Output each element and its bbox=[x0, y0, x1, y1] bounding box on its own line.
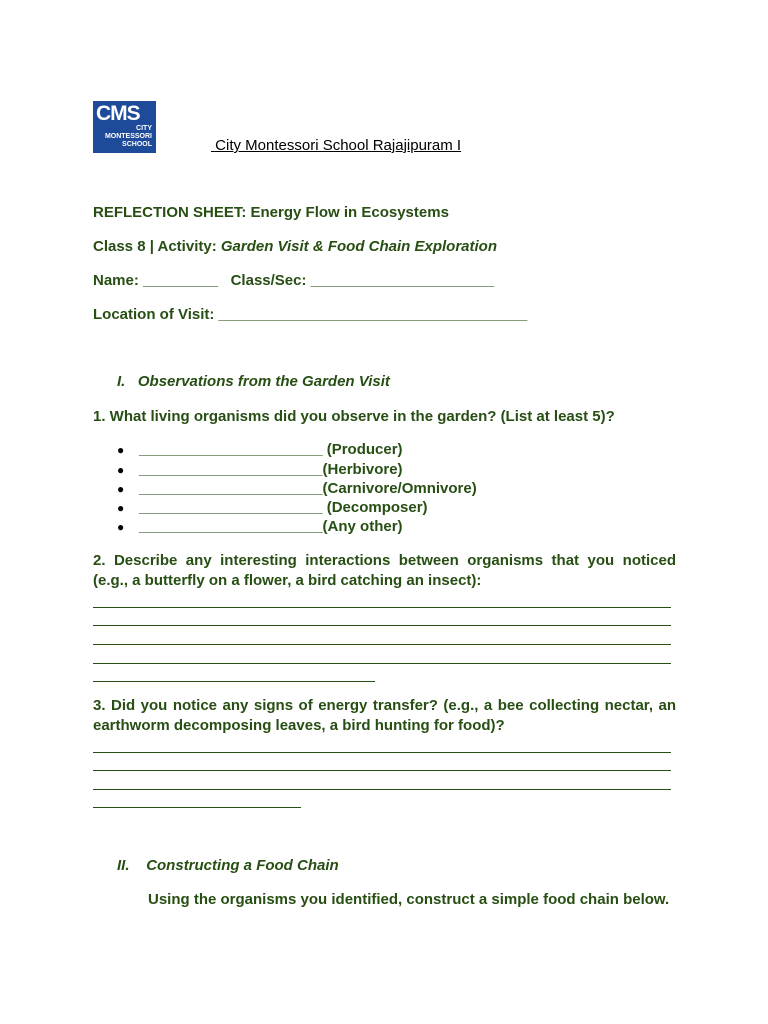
answer-line[interactable] bbox=[93, 662, 671, 664]
cms-logo bbox=[93, 101, 156, 153]
bullet-icon: ● bbox=[117, 482, 125, 496]
question-1: 1. What living organisms did you observe in the garden? (List at least 5)? bbox=[93, 408, 615, 425]
food-chain-instruction: Using the organisms you identified, construct a simple food chain below. bbox=[148, 891, 670, 908]
list-item: ● ______________________(Herbivore) bbox=[117, 461, 403, 478]
section-1-heading: I. Observations from the Garden Visit bbox=[117, 373, 390, 390]
bullet-icon: ● bbox=[117, 520, 125, 534]
list-item: ● ______________________ (Producer) bbox=[117, 441, 403, 458]
logo-text: CITY MONTESSORI SCHOOL bbox=[104, 125, 152, 148]
name-class-line: Name: _________ Class/Sec: ______________________ bbox=[93, 272, 495, 289]
answer-line[interactable] bbox=[93, 806, 301, 808]
list-item: ● ______________________(Carnivore/Omnivore) bbox=[117, 480, 477, 497]
question-3: 3. Did you notice any signs of energy transfer? (e.g., a bee collecting nectar, an earthworm decomposing leaves, a bird hunting for food)? bbox=[93, 697, 676, 734]
school-title: City Montessori School Rajajipuram I bbox=[211, 137, 462, 154]
answer-line[interactable] bbox=[93, 680, 375, 682]
answer-line[interactable] bbox=[93, 751, 671, 753]
bullet-icon: ● bbox=[117, 443, 125, 457]
location-line: Location of Visit: _____________________________________ bbox=[93, 306, 528, 323]
section-2-heading: II. Constructing a Food Chain bbox=[117, 857, 339, 874]
answer-line[interactable] bbox=[93, 769, 671, 771]
answer-line[interactable] bbox=[93, 624, 671, 626]
answer-line[interactable] bbox=[93, 643, 671, 645]
list-item: ● ______________________(Any other) bbox=[117, 518, 403, 535]
sheet-title: REFLECTION SHEET: Energy Flow in Ecosystems bbox=[93, 204, 449, 221]
list-item: ● ______________________ (Decomposer) bbox=[117, 499, 428, 516]
question-2: 2. Describe any interesting interactions between organisms that you noticed (e.g., a butterfly on a flower, a bird catching an insect): bbox=[93, 552, 676, 589]
bullet-icon: ● bbox=[117, 501, 125, 515]
bullet-icon: ● bbox=[117, 463, 125, 477]
logo-monogram: CMS bbox=[96, 102, 140, 125]
class-activity-line: Class 8 | Activity: Garden Visit & Food Chain Exploration bbox=[93, 238, 497, 255]
answer-line[interactable] bbox=[93, 606, 671, 608]
answer-line[interactable] bbox=[93, 788, 671, 790]
